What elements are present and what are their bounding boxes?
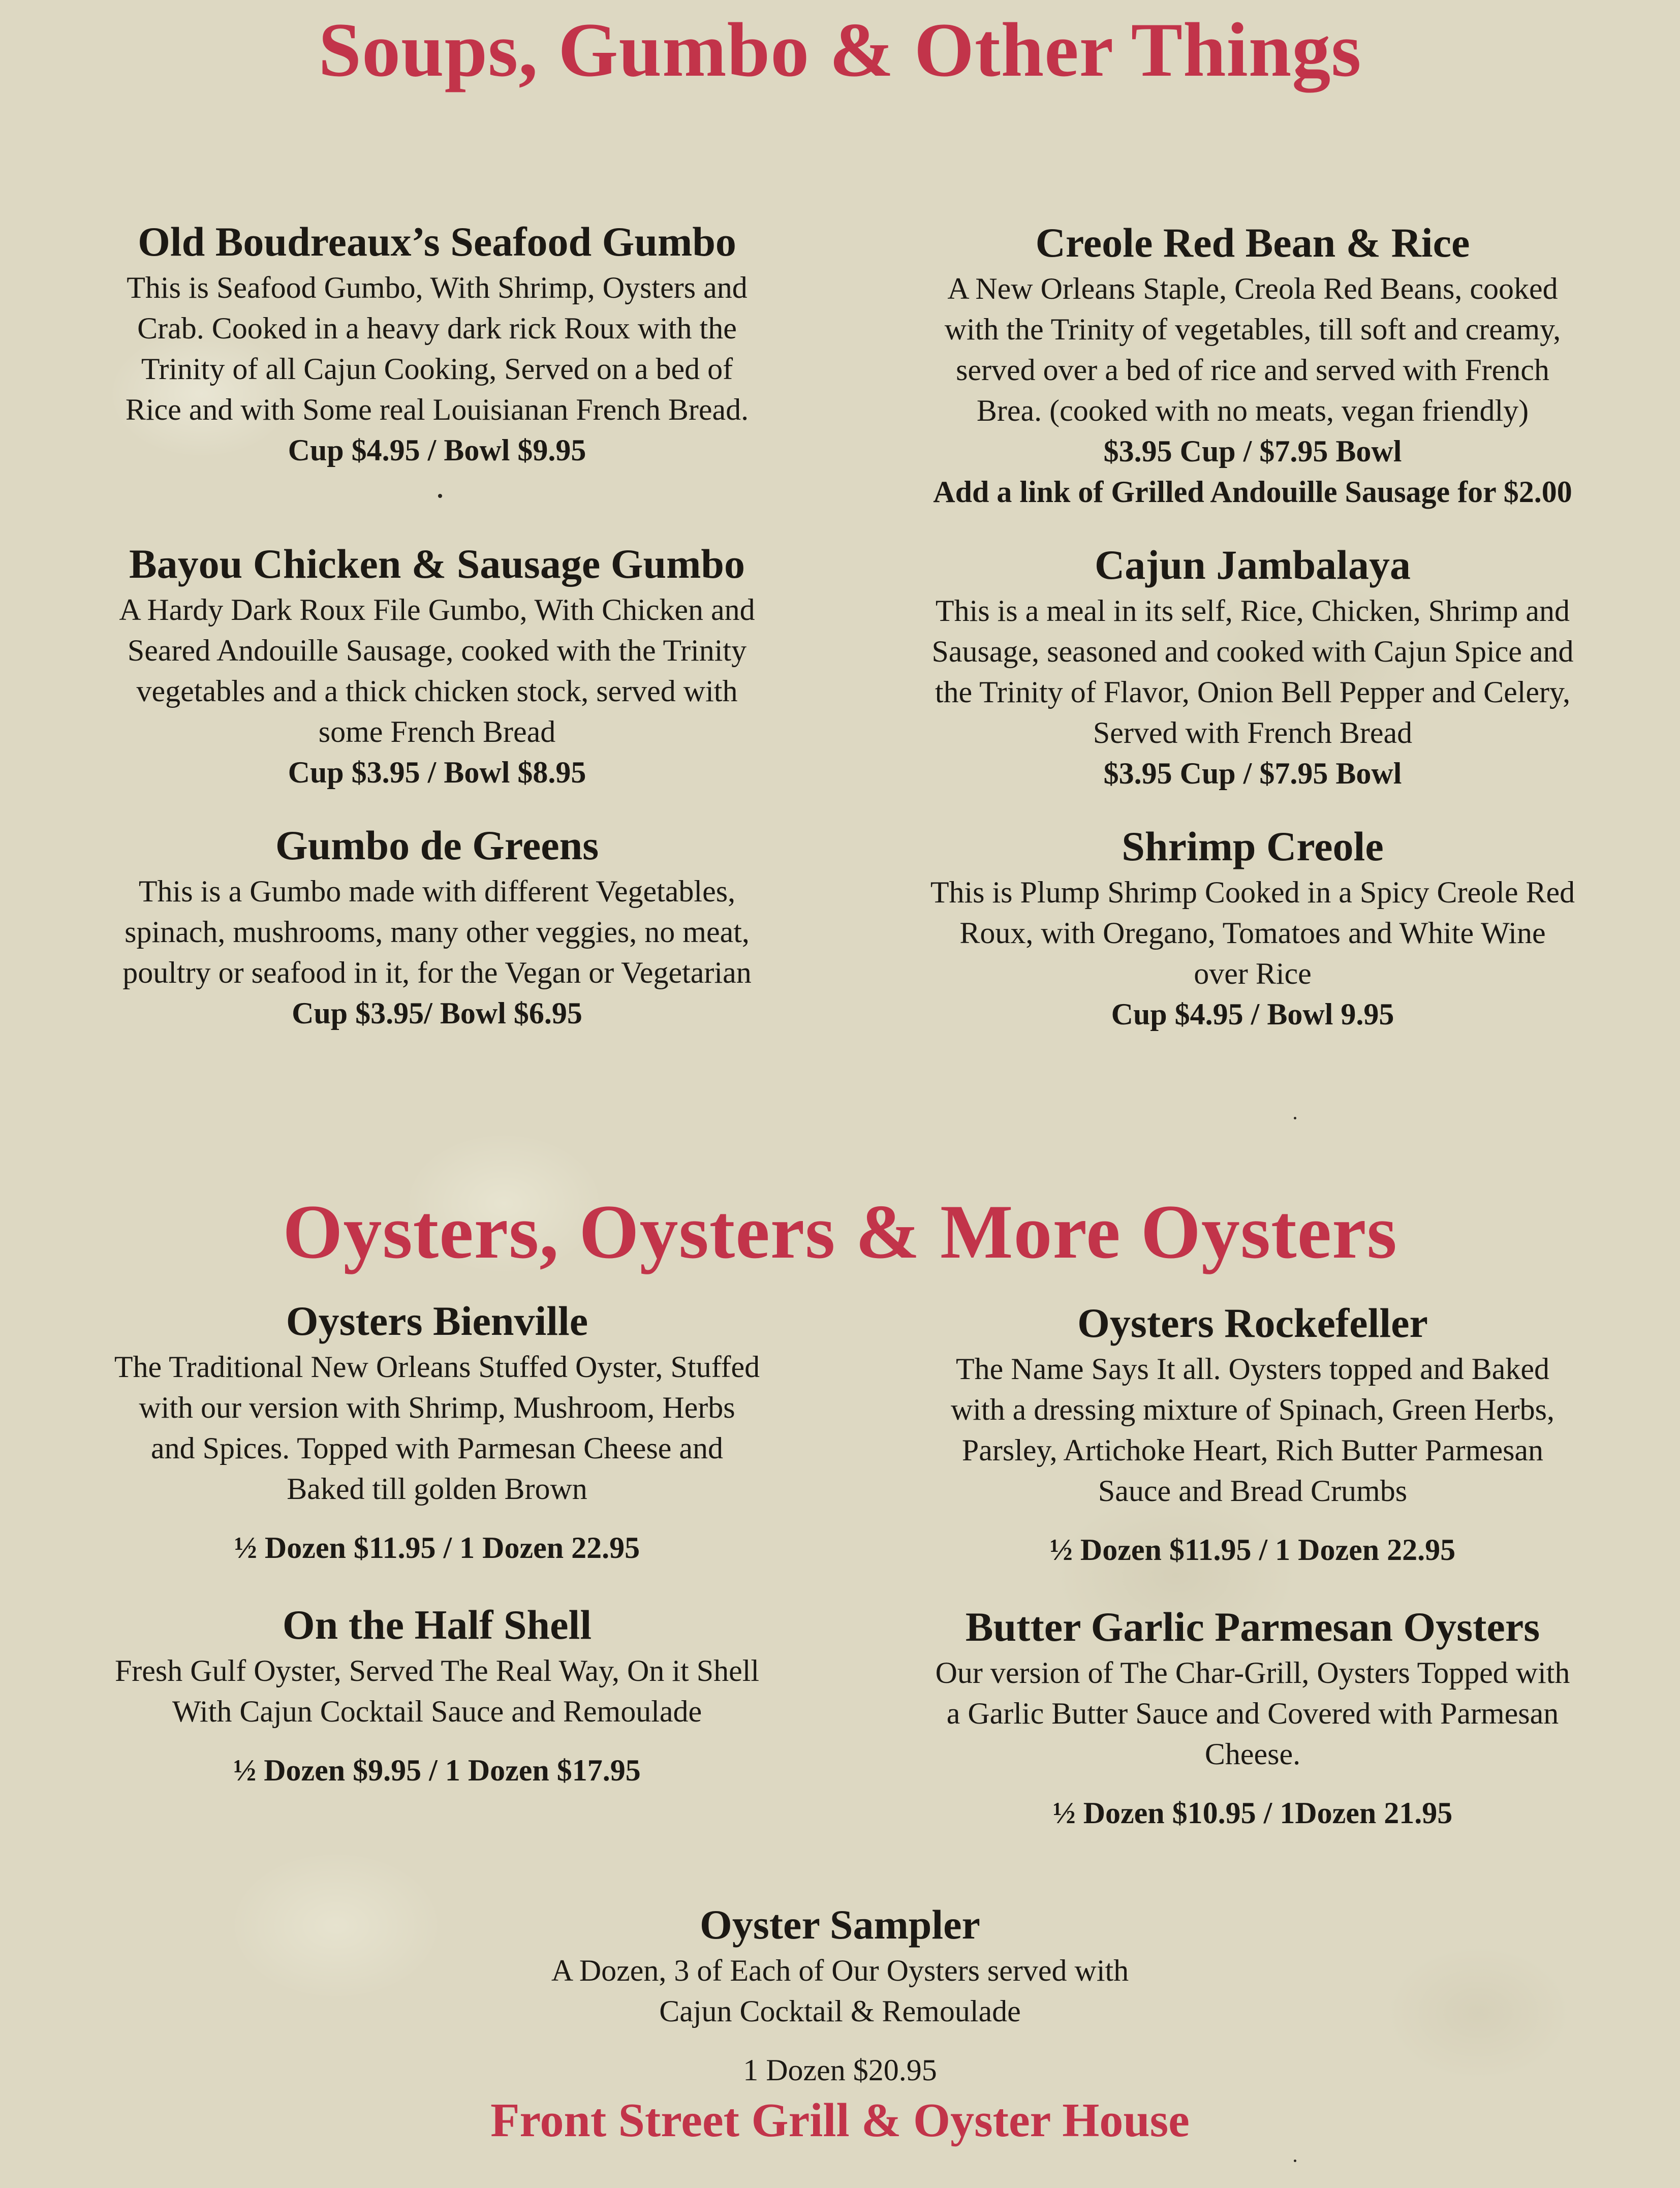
item-description-line: This is Plump Shrimp Cooked in a Spicy Creole Red	[930, 876, 1575, 909]
item-description-line: Served with French Bread	[1093, 716, 1413, 749]
item-description-line: This is a meal in its self, Rice, Chicken, Shrimp and	[935, 594, 1570, 628]
menu-item-half-shell	[66, 1601, 808, 1791]
item-description-line: Cajun Cocktail & Remoulade	[659, 1994, 1021, 2028]
item-description-line: A Hardy Dark Roux File Gumbo, With Chicken and	[119, 593, 755, 627]
menu-item-red-bean-rice	[879, 218, 1626, 512]
item-description-line: spinach, mushrooms, many other veggies, no meat,	[125, 915, 750, 949]
menu-item-seafood-gumbo	[66, 217, 808, 471]
item-description-line: The Traditional New Orleans Stuffed Oyster, Stuffed	[114, 1350, 760, 1384]
menu-item-jambalaya	[879, 541, 1626, 794]
item-description-line: vegetables and a thick chicken stock, served with	[136, 674, 738, 708]
item-name: On the Half Shell	[282, 1602, 592, 1648]
item-price: ½ Dozen $9.95 / 1 Dozen $17.95	[233, 1754, 641, 1787]
item-description-line: With Cajun Cocktail Sauce and Remoulade	[172, 1695, 702, 1728]
item-description-line: Crab. Cooked in a heavy dark rick Roux with the	[137, 311, 737, 345]
menu-item-oysters-bienville	[66, 1297, 808, 1568]
item-name: Butter Garlic Parmesan Oysters	[965, 1604, 1540, 1650]
item-price: 1 Dozen $20.95	[743, 2053, 937, 2087]
item-price: ½ Dozen $11.95 / 1 Dozen 22.95	[1049, 1533, 1456, 1567]
item-name: Old Boudreaux’s Seafood Gumbo	[138, 218, 736, 265]
item-description-line: with a dressing mixture of Spinach, Green Herbs,	[950, 1393, 1555, 1426]
item-description-line: Seared Andouille Sausage, cooked with the Trinity	[127, 634, 747, 667]
item-description-line: Sauce and Bread Crumbs	[1098, 1474, 1408, 1508]
item-description-line: Sausage, seasoned and cooked with Cajun Spice and	[931, 635, 1574, 668]
menu-item-gumbo-de-greens	[66, 821, 808, 1034]
menu-item-butter-garlic-parmesan-oysters	[879, 1603, 1626, 1833]
item-description-line: some French Bread	[318, 715, 556, 748]
item-add-on: Add a link of Grilled Andouille Sausage for $2.00	[933, 475, 1572, 509]
item-description-line: Trinity of all Cajun Cooking, Served on a bed of	[141, 352, 733, 386]
item-description-line: the Trinity of Flavor, Onion Bell Pepper and Celery,	[935, 675, 1571, 709]
item-description-line: This is a Gumbo made with different Vegetables,	[138, 874, 736, 908]
item-price: $3.95 Cup / $7.95 Bowl	[1103, 757, 1402, 790]
item-name: Bayou Chicken & Sausage Gumbo	[129, 541, 745, 587]
item-description-line: The Name Says It all. Oysters topped and Baked	[955, 1352, 1550, 1386]
item-description-line: Rice and with Some real Louisianan French Bread.	[125, 393, 749, 426]
item-description-line: Fresh Gulf Oyster, Served The Real Way, On it Shell	[114, 1654, 760, 1687]
item-description-line: with our version with Shrimp, Mushroom, Herbs	[139, 1391, 735, 1424]
restaurant-name-footer: Front Street Grill & Oyster House	[490, 2094, 1190, 2147]
menu-item-chicken-sausage-gumbo	[66, 540, 808, 793]
item-description-line: Roux, with Oregano, Tomatoes and White Wine	[959, 916, 1546, 950]
item-price: Cup $3.95 / Bowl $8.95	[288, 756, 586, 789]
item-description-line: Baked till golden Brown	[287, 1472, 587, 1506]
item-description-line: a Garlic Butter Sauce and Covered with Parmesan	[946, 1697, 1559, 1730]
item-description-line: over Rice	[1194, 957, 1312, 990]
menu-item-oysters-rockefeller	[879, 1299, 1626, 1570]
item-price: $3.95 Cup / $7.95 Bowl	[1103, 434, 1402, 468]
item-description-line: Parsley, Artichoke Heart, Rich Butter Parmesan	[961, 1433, 1544, 1467]
item-description-line: with the Trinity of vegetables, till soft and creamy,	[944, 312, 1561, 346]
item-name: Gumbo de Greens	[275, 822, 599, 868]
item-description-line: served over a bed of rice and served with French	[956, 353, 1549, 387]
item-name: Oyster Sampler	[700, 1901, 980, 1948]
item-description-line: This is Seafood Gumbo, With Shrimp, Oysters and	[127, 271, 748, 304]
item-price: Cup $4.95 / Bowl 9.95	[1111, 997, 1394, 1031]
paper-speck	[1294, 2160, 1296, 2162]
item-description-line: A New Orleans Staple, Creola Red Beans, cooked	[947, 272, 1558, 305]
item-description-line: and Spices. Topped with Parmesan Cheese and	[150, 1431, 724, 1465]
soups-section-title: Soups, Gumbo & Other Things	[318, 7, 1362, 92]
item-description-line: Our version of The Char-Grill, Oysters Topped with	[935, 1656, 1570, 1690]
item-price: Cup $3.95/ Bowl $6.95	[292, 996, 582, 1030]
oysters-section-title: Oysters, Oysters & More Oysters	[283, 1189, 1397, 1274]
item-name: Oysters Rockefeller	[1077, 1300, 1428, 1346]
item-description-line: Cheese.	[1204, 1737, 1301, 1771]
item-description-line: Brea. (cooked with no meats, vegan friendly)	[976, 394, 1529, 427]
item-price: ½ Dozen $11.95 / 1 Dozen 22.95	[234, 1531, 640, 1565]
menu-item-oyster-sampler	[0, 1900, 1680, 2090]
item-name: Cajun Jambalaya	[1095, 542, 1411, 588]
item-name: Oysters Bienville	[286, 1298, 588, 1344]
item-price: ½ Dozen $10.95 / 1Dozen 21.95	[1052, 1796, 1453, 1830]
item-name: Creole Red Bean & Rice	[1035, 220, 1470, 266]
menu-item-shrimp-creole	[879, 822, 1626, 1035]
paper-speck	[1294, 1117, 1296, 1119]
item-name: Shrimp Creole	[1122, 823, 1384, 869]
item-price: Cup $4.95 / Bowl $9.95	[288, 433, 586, 467]
item-description-line: A Dozen, 3 of Each of Our Oysters served with	[551, 1954, 1129, 1987]
item-description-line: poultry or seafood in it, for the Vegan or Vegetarian	[122, 956, 752, 989]
paper-speck	[438, 494, 442, 498]
